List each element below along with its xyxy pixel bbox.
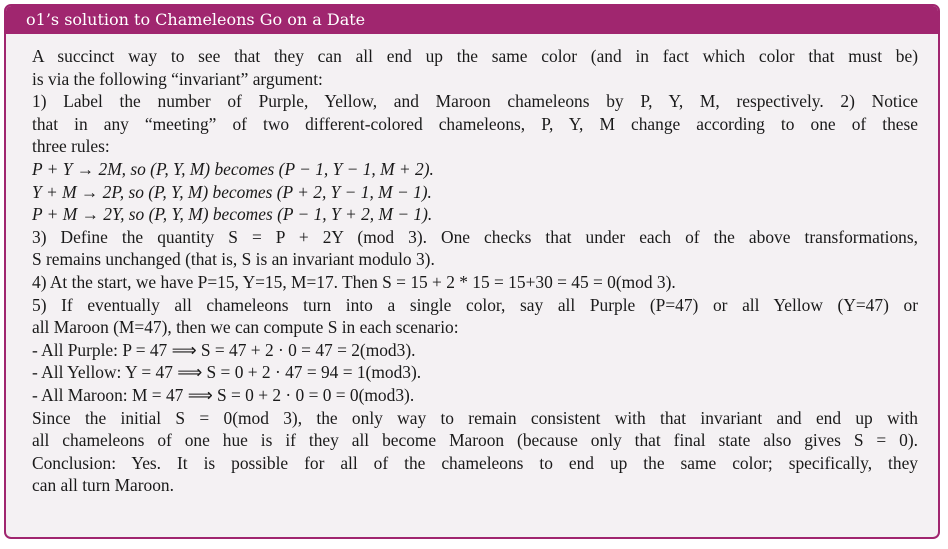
rule-line: P + Y → 2M, so (P, Y, M) becomes (P − 1, Y − 1, M + 2). xyxy=(32,158,434,179)
text-line: all Maroon (M=47), then we can compute S in each scenario: xyxy=(32,317,459,338)
scenario-line: - All Yellow: Y = 47 ⟹ S = 0 + 2 · 47 = 94 = 1(mod3). xyxy=(32,362,422,383)
text-line: 3) Define the quantity S = P + 2Y (mod 3). One checks that under each of the above transformations, xyxy=(32,226,918,247)
text-line: can all turn Maroon. xyxy=(32,475,174,496)
scenario-line: - All Purple: P = 47 ⟹ S = 47 + 2 · 0 = 47 = 2(mod3). xyxy=(32,339,416,360)
scenario-line: - All Maroon: M = 47 ⟹ S = 0 + 2 · 0 = 0 = 0(mod3). xyxy=(32,384,415,405)
solution-text xyxy=(6,34,938,497)
solution-box xyxy=(4,4,940,539)
text-line: Since the initial S = 0(mod 3), the only way to remain consistent with that invariant and end up with xyxy=(32,407,918,428)
text-line: three rules: xyxy=(32,136,110,157)
text-line: 1) Label the number of Purple, Yellow, and Maroon chameleons by P, Y, M, respectively. 2) Notice xyxy=(32,91,918,112)
rule-line: P + M → 2Y, so (P, Y, M) becomes (P − 1, Y + 2, M − 1). xyxy=(32,204,433,225)
text-line: that in any “meeting” of two different-colored chameleons, P, Y, M change according to one of these xyxy=(32,113,918,134)
text-line: all chameleons of one hue is if they all become Maroon (because only that final state also gives S = 0). xyxy=(32,430,918,451)
box-title: o1’s solution to Chameleons Go on a Date xyxy=(6,6,938,34)
text-line: Conclusion: Yes. It is possible for all of the chameleons to end up the same color; specifically, they xyxy=(32,452,918,473)
text-line: 5) If eventually all chameleons turn into a single color, say all Purple (P=47) or all Yellow (Y=47) or xyxy=(32,294,918,315)
text-line: 4) At the start, we have P=15, Y=15, M=17. Then S = 15 + 2 * 15 = 15+30 = 45 = 0(mod 3). xyxy=(32,271,676,292)
rule-line: Y + M → 2P, so (P, Y, M) becomes (P + 2, Y − 1, M − 1). xyxy=(32,181,432,202)
text-line: S remains unchanged (that is, S is an invariant modulo 3). xyxy=(32,249,435,270)
text-line: is via the following “invariant” argument: xyxy=(32,68,323,89)
text-line: A succinct way to see that they can all end up the same color (and in fact which color that must be) xyxy=(32,46,918,66)
